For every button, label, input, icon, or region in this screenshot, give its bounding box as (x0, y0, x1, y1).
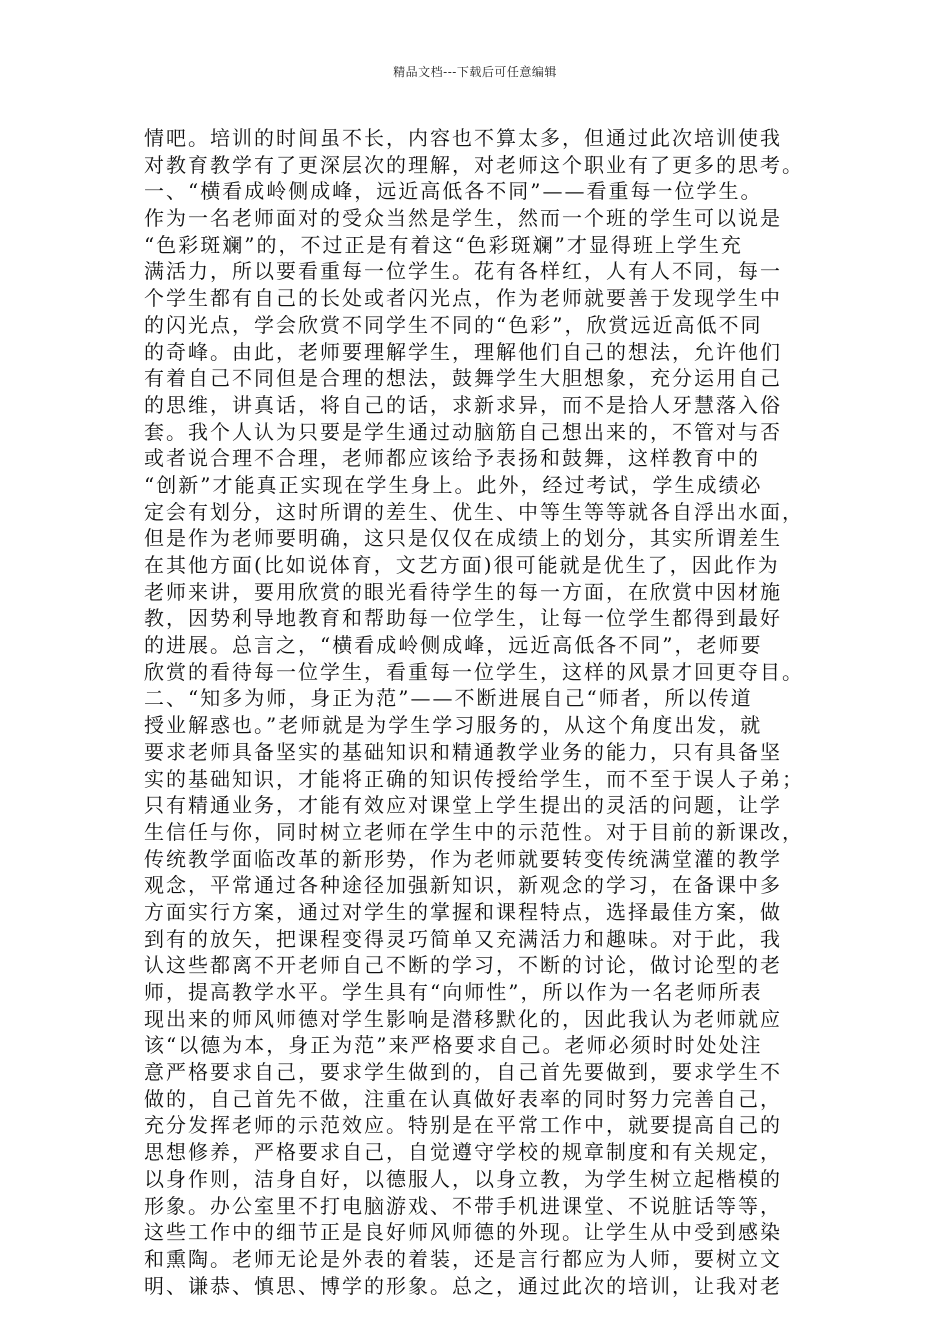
text-line: 要求老师具备坚实的基础知识和精通教学业务的能力，只有具备坚 (144, 739, 782, 764)
text-line: 对教育教学有了更深层次的理解，对老师这个职业有了更多的思考。 (144, 152, 804, 177)
text-line: 师，提高教学水平。学生具有“向师性”，所以作为一名老师所表 (144, 980, 763, 1004)
text-line: 欣赏的看待每一位学生，看重每一位学生，这样的风景才回更夺目。 (144, 659, 804, 684)
text-line: 以身作则，洁身自好，以德服人，以身立教，为学生树立起楷模的 (144, 1166, 782, 1191)
text-line: 有着自己不同但是合理的想法，鼓舞学生大胆想象，充分运用自己 (144, 366, 782, 391)
text-line: 形象。办公室里不打电脑游戏、不带手机进课堂、不说脏话等等， (144, 1193, 782, 1218)
text-line: 和熏陶。老师无论是外表的着装，还是言行都应为人师，要树立文 (144, 1246, 782, 1271)
text-line: 满活力，所以要看重每一位学生。花有各样红，人有人不同，每一 (144, 259, 782, 284)
text-line: 这些工作中的细节正是良好师风师德的外现。让学生从中受到感染 (144, 1220, 782, 1245)
text-line: 作为一名老师面对的受众当然是学生，然而一个班的学生可以说是 (144, 206, 782, 231)
text-line: 套。我个人认为只要是学生通过动脑筋自己想出来的，不管对与否 (144, 419, 782, 444)
text-line: 实的基础知识，才能将正确的知识传授给学生，而不至于误人子弟； (144, 766, 804, 791)
text-line: “色彩斑斓”的，不过正是有着这“色彩斑斓”才显得班上学生充 (144, 232, 743, 257)
text-line: 方面实行方案，通过对学生的掌握和课程特点，选择最佳方案，做 (144, 899, 782, 924)
text-line: 充分发挥老师的示范效应。特别是在平常工作中，就要提高自己的 (144, 1113, 782, 1138)
text-line: 到有的放矢，把课程变得灵巧简单又充满活力和趣味。对于此，我 (144, 926, 782, 951)
text-line: 思想修养，严格要求自己，自觉遵守学校的规章制度和有关规定， (144, 1140, 782, 1165)
text-line: 的进展。总言之，“横看成岭侧成峰，远近高低各不同”，老师要 (144, 633, 763, 658)
text-line: 的思维，讲真话，将自己的话，求新求异，而不是拾人牙慧落入俗 (144, 392, 782, 417)
text-line: 情吧。培训的时间虽不长，内容也不算太多，但通过此次培训使我 (144, 126, 782, 150)
text-line: 只有精通业务，才能有效应对课堂上学生提出的灵活的问题，让学 (144, 793, 782, 818)
text-line: 做的，自己首先不做，注重在认真做好表率的同时努力完善自己， (144, 1086, 782, 1111)
text-line: 授业解惑也。”老师就是为学生学习服务的，从这个角度出发，就 (144, 713, 763, 738)
text-line: 老师来讲，要用欣赏的眼光看待学生的每一方面，在欣赏中因材施 (144, 579, 782, 604)
text-line: 定会有划分，这时所谓的差生、优生、中等生等等就各自浮出水面， (144, 499, 804, 524)
text-line: 观念，平常通过各种途径加强新知识，新观念的学习，在备课中多 (144, 873, 782, 898)
text-line: 但是作为老师要明确，这只是仅仅在成绩上的划分，其实所谓差生 (144, 526, 782, 551)
text-line: 认这些都离不开老师自己不断的学习，不断的讨论，做讨论型的老 (144, 953, 782, 978)
text-line: 在其他方面(比如说体育，文艺方面)很可能就是优生了，因此作为 (144, 553, 780, 577)
text-line: 个学生都有自己的长处或者闪光点，作为老师就要善于发现学生中 (144, 286, 782, 311)
text-line: 传统教学面临改革的新形势，作为老师就要转变传统满堂灌的教学 (144, 846, 782, 871)
text-line: 现出来的师风师德对学生影响是潜移默化的，因此我认为老师就应 (144, 1006, 782, 1031)
page-header: 精品文档---下载后可任意编辑 (393, 65, 557, 79)
text-line: 二、“知多为师，身正为范”——不断进展自己“师者，所以传道 (144, 686, 753, 711)
text-line: 教，因势利导地教育和帮助每一位学生，让每一位学生都得到最好 (144, 606, 782, 631)
text-line: 生信任与你，同时树立老师在学生中的示范性。对于目前的新课改， (144, 819, 804, 844)
text-line: “创新”才能真正实现在学生身上。此外，经过考试，学生成绩必 (144, 472, 763, 497)
body-text (144, 125, 834, 1299)
text-line: 或者说合理不合理，老师都应该给予表扬和鼓舞，这样教育中的 (144, 446, 760, 471)
text-line: 意严格要求自己，要求学生做到的，自己首先要做到，要求学生不 (144, 1060, 782, 1085)
text-line: 明、谦恭、慎思、博学的形象。总之，通过此次的培训，让我对老 (144, 1273, 782, 1298)
text-line: 该“以德为本，身正为范”来严格要求自己。老师必须时时处处注 (144, 1033, 763, 1058)
text-line: 一、“横看成岭侧成峰，远近高低各不同”——看重每一位学生。 (144, 179, 763, 204)
text-line: 的奇峰。由此，老师要理解学生，理解他们自己的想法，允许他们 (144, 339, 782, 364)
text-line: 的闪光点，学会欣赏不同学生不同的“色彩”，欣赏远近高低不同 (144, 312, 763, 337)
